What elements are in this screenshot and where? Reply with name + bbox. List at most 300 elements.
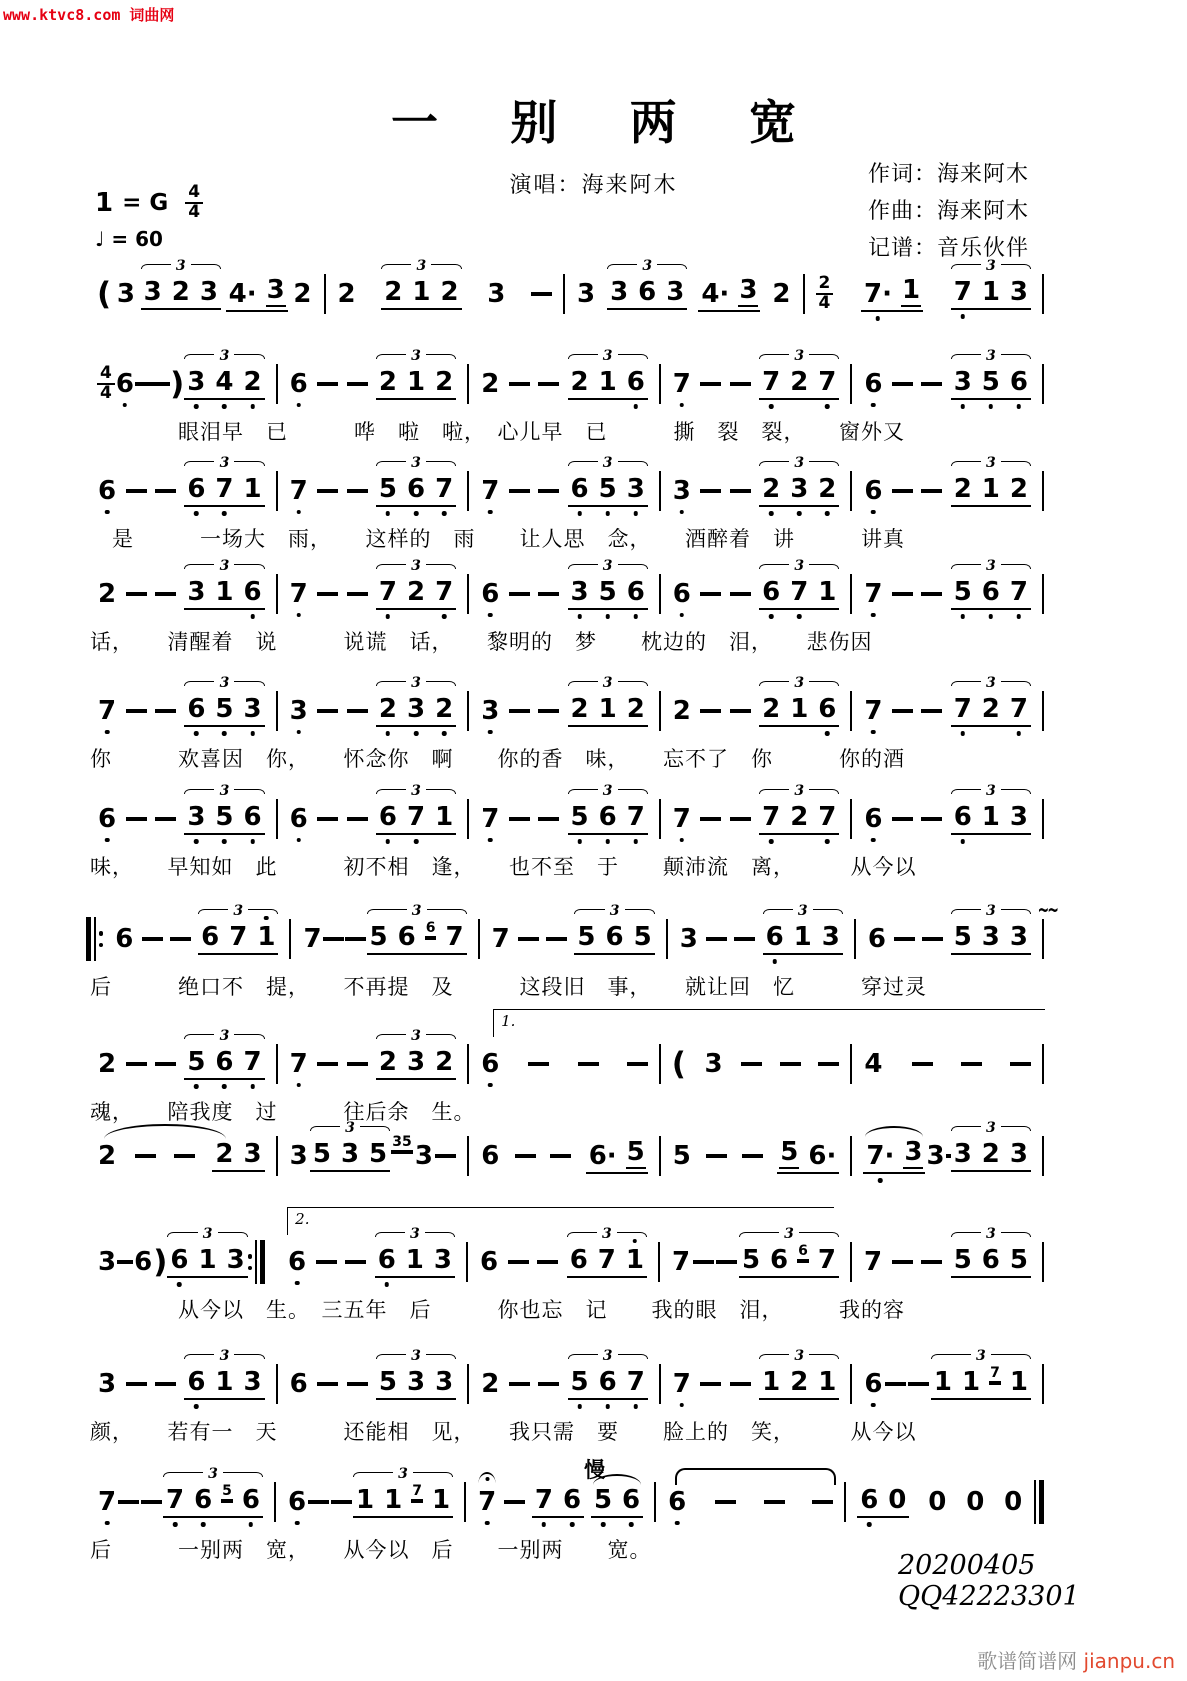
- measure: [86, 557, 276, 610]
- low-octave-dot: [605, 614, 610, 619]
- measure: [661, 674, 851, 727]
- dash-token: [317, 1062, 338, 1066]
- note: 3: [577, 279, 596, 309]
- note: 3: [626, 476, 646, 502]
- dash-token: [155, 489, 176, 493]
- note: 7: [761, 369, 781, 395]
- low-octave-dot: [629, 1522, 634, 1527]
- low-octave-dot: [960, 614, 965, 619]
- note: 2: [672, 696, 691, 726]
- low-octave-dot: [542, 1522, 547, 1527]
- dash-token: [509, 817, 530, 821]
- note: 3: [243, 696, 263, 722]
- note: 6: [97, 806, 117, 832]
- note-group: [184, 782, 264, 835]
- dash-token: [126, 592, 147, 596]
- note: 7: [953, 279, 973, 305]
- note: 5: [598, 476, 618, 502]
- note: 5: [312, 1138, 331, 1169]
- low-octave-dot: [961, 314, 966, 319]
- triplet-mark: 3: [376, 560, 456, 573]
- note: 5: [369, 921, 388, 952]
- note: 6: [186, 1369, 206, 1395]
- measure: [852, 1225, 1042, 1278]
- dash-token: [509, 1382, 530, 1386]
- dash-token: [921, 592, 942, 596]
- triplet-mark: 3: [568, 457, 648, 470]
- note: 6: [214, 1049, 234, 1075]
- note: 2: [435, 1046, 454, 1077]
- note: 6: [569, 1244, 588, 1275]
- note: 2: [434, 696, 454, 722]
- measure: [278, 347, 468, 400]
- lyrics-line: 眼泪早 已 哗 啦 啦， 心儿早 已 撕 裂 裂， 窗外又: [90, 420, 905, 444]
- note: 7: [289, 478, 309, 504]
- note: 2: [772, 279, 791, 309]
- measure: [278, 1347, 468, 1400]
- low-octave-dot: [414, 731, 419, 736]
- low-octave-dot: [871, 613, 876, 618]
- triplet-mark: 3: [951, 785, 1031, 798]
- note: 2: [215, 1138, 234, 1169]
- low-octave-dot: [769, 511, 774, 516]
- note-group: [931, 1347, 1031, 1400]
- note: 7: [761, 804, 781, 830]
- barline: [1042, 1364, 1044, 1404]
- note: 7: [817, 804, 837, 830]
- low-octave-dot: [442, 614, 447, 619]
- dash-token: [921, 489, 942, 493]
- music-row: [86, 347, 1044, 410]
- dash-token: [627, 1062, 648, 1066]
- dash-token: [700, 817, 721, 821]
- note-group: [167, 1225, 247, 1278]
- note: 5: [953, 579, 973, 605]
- triplet-mark: 3: [574, 905, 654, 918]
- measure: [86, 257, 324, 312]
- dash-token: [153, 382, 171, 386]
- low-octave-dot: [570, 1522, 575, 1527]
- low-octave-dot: [769, 614, 774, 619]
- note: 7: [477, 1489, 497, 1515]
- system-line-5: [86, 674, 1044, 771]
- dash-token: [141, 1500, 162, 1504]
- note: 7: [480, 806, 500, 832]
- low-octave-dot: [296, 838, 301, 843]
- low-octave-dot: [633, 404, 638, 409]
- low-octave-dot: [386, 511, 391, 516]
- note: 2: [242, 369, 262, 395]
- low-octave-dot: [222, 1084, 227, 1089]
- note-group: [568, 674, 648, 727]
- barline: [1042, 1136, 1044, 1176]
- note: 3: [406, 696, 426, 722]
- low-octave-dot: [194, 404, 199, 409]
- dash-token: [170, 937, 191, 941]
- note: 3: [435, 1366, 454, 1397]
- dash-token: [509, 382, 530, 386]
- measure: [805, 257, 1043, 313]
- note: 7·: [865, 1143, 895, 1169]
- measure: [469, 782, 659, 835]
- music-row: [86, 257, 1044, 320]
- parenthesis: (: [671, 1045, 686, 1082]
- note: 3: [340, 1138, 360, 1169]
- measure: [852, 347, 1042, 400]
- low-octave-dot: [633, 839, 638, 844]
- triplet-mark: 3: [568, 560, 648, 573]
- note: 0: [928, 1487, 947, 1517]
- time-signature: [816, 275, 834, 313]
- lyrics-line: 后 一别两 宽， 从今以 后 一别两 宽。: [90, 1538, 652, 1562]
- dash-token: [730, 1382, 751, 1386]
- low-octave-dot: [295, 1281, 300, 1286]
- low-octave-dot: [194, 731, 199, 736]
- dash-token: [892, 489, 913, 493]
- low-octave-dot: [680, 1403, 685, 1408]
- dash-token: [730, 817, 751, 821]
- low-octave-dot: [488, 838, 493, 843]
- date-block: [898, 1550, 1080, 1612]
- note-group: [759, 454, 839, 507]
- dash-token: [174, 1154, 195, 1158]
- note: 6: [378, 804, 398, 830]
- measure: [86, 1347, 276, 1400]
- key-signature: [95, 184, 203, 222]
- low-octave-dot: [105, 838, 110, 843]
- low-octave-dot: [442, 731, 447, 736]
- note: 2: [1009, 473, 1028, 504]
- low-octave-dot: [633, 614, 638, 619]
- note: 5: [953, 921, 972, 952]
- note-group: [857, 1484, 909, 1518]
- dash-token: [347, 1382, 368, 1386]
- low-octave-dot: [105, 510, 110, 515]
- note: 3: [926, 1141, 945, 1171]
- note: 6: [817, 696, 837, 722]
- note: 7: [303, 924, 322, 954]
- note: 5: [369, 1138, 388, 1169]
- dash-token: [537, 1260, 558, 1264]
- note: 3: [704, 1049, 723, 1079]
- note-group: [951, 257, 1031, 310]
- measure: [86, 454, 276, 507]
- barline: [1042, 1044, 1044, 1084]
- triplet-mark: 3: [376, 677, 456, 690]
- dash-token: [308, 1500, 329, 1504]
- meter-numerator: 4: [97, 365, 115, 385]
- measure: [278, 782, 468, 835]
- note: 0: [966, 1487, 985, 1517]
- grace-note: 6: [798, 1242, 808, 1259]
- low-octave-dot: [250, 614, 255, 619]
- date-text: 20200405: [898, 1550, 1036, 1581]
- note-group: [353, 1465, 453, 1518]
- low-octave-dot: [386, 731, 391, 736]
- note: 7: [672, 371, 692, 397]
- note-group: [739, 1225, 839, 1278]
- dash-token: [347, 382, 368, 386]
- note: 3: [904, 1136, 923, 1167]
- key-mode: = G: [122, 189, 169, 216]
- slur-arc: [865, 1126, 923, 1137]
- parenthesis: ): [170, 365, 185, 402]
- low-octave-dot: [249, 1522, 254, 1527]
- note: 6: [169, 1247, 189, 1273]
- quarter-note-icon: ♩: [95, 227, 105, 251]
- note: 3: [289, 698, 309, 724]
- note-group: [759, 674, 839, 727]
- tempo-marking: [95, 227, 163, 251]
- low-octave-dot: [989, 614, 994, 619]
- note: 3: [98, 1247, 117, 1277]
- dash-token: [518, 937, 539, 941]
- note: 1: [625, 1247, 645, 1273]
- note: 7: [289, 1051, 309, 1077]
- low-octave-dot: [222, 839, 227, 844]
- note-group: [607, 257, 687, 310]
- dash-token: [1010, 1062, 1031, 1066]
- note: 6: [626, 369, 646, 395]
- note-group: [861, 274, 923, 312]
- note: 3: [143, 276, 162, 307]
- note-group: [951, 454, 1031, 507]
- note: 3: [666, 276, 685, 307]
- triplet-mark: 3: [759, 350, 839, 363]
- low-octave-dot: [797, 614, 802, 619]
- note: 7·: [863, 281, 893, 307]
- low-octave-dot: [577, 511, 582, 516]
- note-group: [759, 782, 839, 835]
- note: 3: [266, 274, 285, 305]
- note: 3: [981, 921, 1000, 952]
- note: 1: [435, 801, 454, 832]
- note: 6: [598, 1369, 618, 1395]
- dash-token: [509, 489, 530, 493]
- low-octave-dot: [488, 613, 493, 618]
- note: 7: [672, 806, 692, 832]
- low-octave-dot: [295, 1521, 300, 1526]
- note: 3: [289, 1141, 308, 1171]
- note: 6: [480, 1051, 500, 1077]
- music-row: [86, 1012, 1044, 1090]
- note: 7: [672, 1371, 692, 1397]
- dash-token: [515, 1154, 536, 1158]
- note: 6: [289, 806, 309, 832]
- grace-note: 6: [425, 919, 436, 936]
- note: 6: [562, 1487, 582, 1513]
- note: 6: [1009, 369, 1029, 395]
- triplet-mark: 3: [759, 785, 839, 798]
- dash-token: [812, 1500, 833, 1504]
- barline: [1042, 274, 1044, 314]
- dash-token: [117, 1260, 133, 1264]
- note: 5: [633, 921, 652, 952]
- grace-note: 5: [222, 1482, 232, 1499]
- grace-note: 35: [392, 1134, 412, 1150]
- low-octave-dot: [605, 1404, 610, 1409]
- dash-token: [538, 592, 559, 596]
- measure: [86, 1225, 276, 1284]
- note: 3: [98, 1369, 117, 1399]
- dash-token: [921, 709, 942, 713]
- low-octave-dot: [577, 1404, 582, 1409]
- note-group: [184, 674, 264, 727]
- note: 6: [241, 1487, 261, 1513]
- barline-thick: [86, 917, 91, 961]
- dash-token: [347, 1062, 368, 1066]
- note: 5: [953, 1244, 972, 1275]
- lyrics-line: 是 一场大 雨， 这样的 雨 让人思 念， 酒醉着 讲 讲真: [90, 527, 905, 551]
- lyrics-line: 魂， 陪我度 过 往后余 生。: [90, 1100, 476, 1124]
- measure: [278, 674, 468, 727]
- note: 7: [434, 476, 454, 502]
- note: 6: [953, 804, 973, 830]
- note: 7: [626, 804, 646, 830]
- note: 1: [198, 1244, 217, 1275]
- note: 2: [762, 693, 781, 724]
- note: 6: [480, 581, 500, 607]
- low-octave-dot: [825, 404, 830, 409]
- note: 1: [215, 576, 234, 607]
- low-octave-dot: [105, 730, 110, 735]
- note-group: [759, 347, 839, 400]
- note-group: [568, 454, 648, 507]
- dash-token: [317, 817, 338, 821]
- note: 3: [570, 579, 590, 605]
- music-row: [86, 1347, 1044, 1410]
- note: 6: [863, 371, 883, 397]
- dash-token: [538, 709, 559, 713]
- low-octave-dot: [250, 839, 255, 844]
- triplet-mark: 3: [568, 785, 648, 798]
- dash-token: [528, 1062, 549, 1066]
- note: 7: [626, 1369, 646, 1395]
- note: 6·: [588, 1140, 617, 1171]
- note: 3: [487, 279, 506, 309]
- note: 2: [570, 693, 589, 724]
- note: 6: [186, 476, 206, 502]
- note: 7: [445, 921, 464, 952]
- measure: [661, 557, 851, 610]
- triplet-mark: 3: [184, 1350, 264, 1363]
- dot: [248, 1266, 253, 1271]
- low-octave-dot: [680, 510, 685, 515]
- music-row: [86, 1210, 1044, 1288]
- note-group: [951, 1225, 1031, 1278]
- barline: [1042, 919, 1044, 959]
- measure: [656, 1489, 844, 1515]
- note: 2: [981, 693, 1000, 724]
- note: 1: [243, 473, 262, 504]
- note: 7: [534, 1487, 554, 1513]
- barline: [1042, 691, 1044, 731]
- dash-token: [331, 1500, 352, 1504]
- measure: [661, 782, 851, 835]
- note: 3: [186, 804, 206, 830]
- note: 2: [98, 1141, 117, 1171]
- note: 3: [414, 1141, 434, 1171]
- time-signature: [97, 365, 115, 403]
- dash-token: [892, 1260, 913, 1264]
- note: 6: [667, 1489, 687, 1515]
- note: 3: [116, 279, 135, 309]
- note: 6: [626, 579, 646, 605]
- low-octave-dot: [442, 511, 447, 516]
- note: 7: [817, 1244, 836, 1275]
- dash-token: [155, 817, 176, 821]
- dash-token: [741, 1062, 762, 1066]
- low-octave-dot: [876, 316, 881, 321]
- dash-token: [700, 709, 721, 713]
- note: 5: [214, 804, 234, 830]
- note: 6: [863, 478, 883, 504]
- note: 6: [243, 804, 263, 830]
- dash-token: [155, 1382, 176, 1386]
- barline: [1042, 799, 1044, 839]
- note: 3: [1009, 1138, 1028, 1169]
- note: 3: [186, 369, 206, 395]
- repeat-start-sign: [86, 917, 103, 961]
- note: 6: [480, 1247, 499, 1277]
- dash-token: [742, 1154, 763, 1158]
- note-group: [951, 1119, 1031, 1172]
- note-group: [777, 1136, 839, 1174]
- note: 2: [790, 366, 809, 397]
- dash-token: [155, 592, 176, 596]
- triplet-mark: 3: [184, 560, 264, 573]
- measure: [852, 454, 1042, 507]
- note-group: [376, 782, 456, 835]
- measure: [565, 257, 803, 312]
- dash-token: [345, 1260, 366, 1264]
- note: 2: [570, 366, 589, 397]
- parenthesis: ): [153, 1243, 168, 1280]
- note: 2: [440, 276, 459, 307]
- dash-token: [347, 709, 368, 713]
- note-group: [376, 347, 456, 400]
- measure: [469, 454, 659, 507]
- low-octave-dot: [222, 511, 227, 516]
- lyrics-line: 你 欢喜因 你， 怀念你 啊 你的香 味， 忘不了 你 你的酒: [90, 747, 905, 771]
- note-group: [184, 347, 264, 400]
- note: 1: [981, 473, 1000, 504]
- measure: [276, 1225, 466, 1278]
- dash-token: [347, 592, 368, 596]
- note: 7: [229, 921, 248, 952]
- note-group: [198, 902, 278, 955]
- note: 5: [593, 1487, 613, 1513]
- note: 5: [741, 1244, 761, 1275]
- note: 1: [256, 924, 276, 950]
- note: 6: [765, 924, 785, 950]
- triplet-mark: 3: [759, 457, 839, 470]
- volta-bracket: [493, 1009, 1045, 1037]
- note-group: [759, 557, 839, 610]
- low-octave-dot: [250, 404, 255, 409]
- dash-token: [894, 937, 915, 941]
- triplet-mark: 3: [951, 1122, 1031, 1135]
- note: 6: [859, 1487, 879, 1513]
- note: 2: [378, 696, 398, 722]
- note-group: [759, 1347, 839, 1400]
- barline: [1042, 574, 1044, 614]
- note: 5: [1009, 1244, 1028, 1275]
- barline-thick: [1039, 1480, 1044, 1524]
- time-signature: [185, 184, 203, 222]
- lyrics-line: 颜， 若有一 天 还能相 见， 我只需 要 脸上的 笑， 从今以: [90, 1420, 917, 1444]
- dash-token: [538, 1382, 559, 1386]
